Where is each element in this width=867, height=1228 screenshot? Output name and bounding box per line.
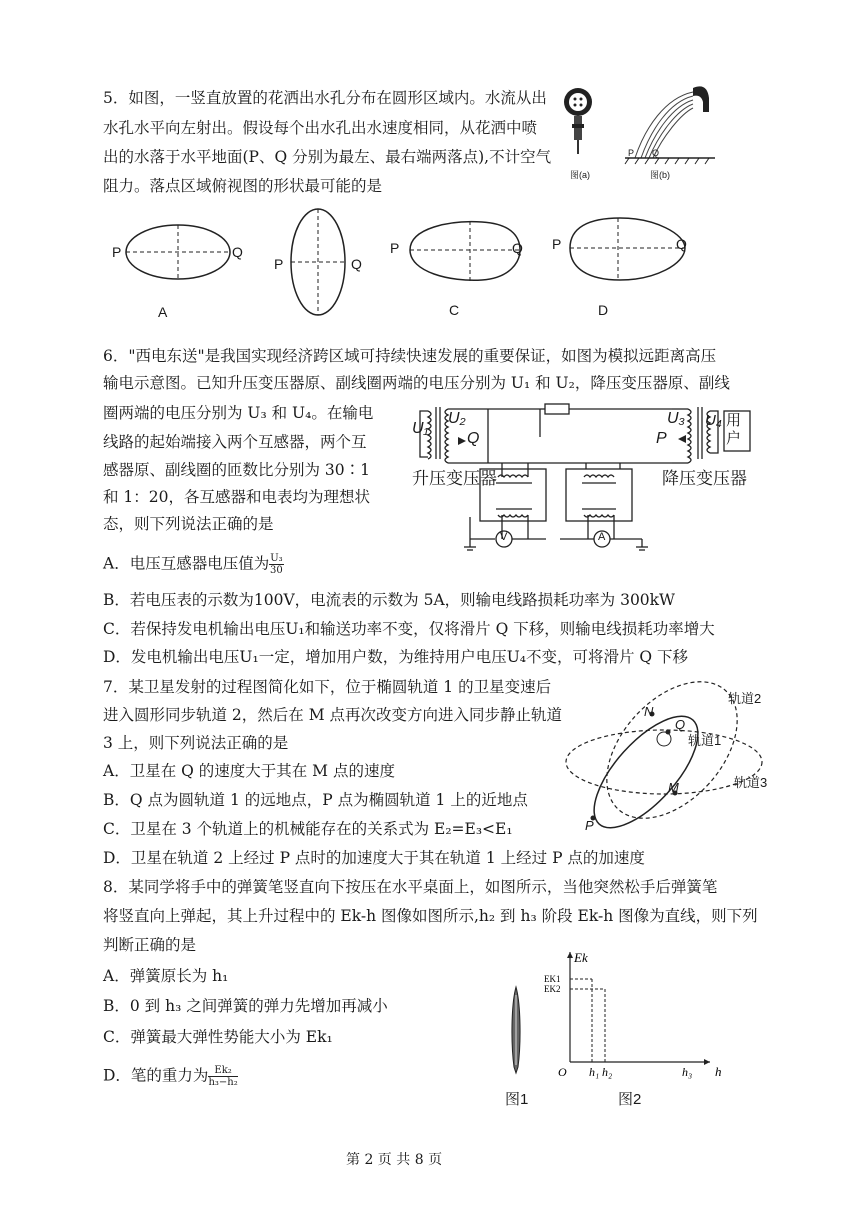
label-step-down: 降压变压器 — [662, 469, 747, 488]
q7-option-a: A．卫星在 Q 的速度大于其在 M 点的速度 — [103, 762, 395, 780]
q8-line-3: 判断正确的是 — [103, 936, 197, 954]
page-footer: 第 2 页 共 8 页 — [346, 1152, 443, 1168]
q7-option-b: B．Q 点为圆轨道 1 的远地点，P 点为椭圆轨道 1 上的近地点 — [103, 791, 528, 809]
q8-option-b: B．0 到 h₃ 之间弹簧的弹力先增加再减小 — [103, 997, 388, 1015]
option-c-letter: C — [449, 302, 460, 318]
fig1-caption: 图1 — [505, 1091, 529, 1108]
q8-option-a: A．弹簧原长为 h₁ — [103, 967, 229, 985]
option-a-label-p: P — [112, 244, 122, 260]
q7-option-d: D．卫星在轨道 2 上经过 P 点时的加速度大于其在轨道 1 上经过 P 点的加速度 — [103, 849, 645, 867]
orbit-1 — [577, 700, 715, 844]
option-d-letter: D — [598, 302, 609, 318]
label-q: Q — [467, 430, 480, 447]
orbit-3 — [566, 730, 762, 794]
ek-h-chart — [544, 945, 722, 1079]
fig-b-label-p: P — [628, 148, 635, 158]
label-u4: U₄ — [705, 412, 722, 429]
q6-line-1: 6．"西电东送"是我国实现经济跨区域可持续快速发展的重要保证，如图为模拟远距离高压 — [103, 347, 717, 365]
q6-option-c: C．若保持发电机输出电压U₁和输送功率不变，仅将滑片 Q 下移，则输电线损耗功率增大 — [103, 620, 715, 638]
label-u2: U₂ — [448, 410, 466, 427]
q8-option-d-num: Ek₂ — [208, 1065, 237, 1077]
label-step-up: 升压变压器 — [412, 469, 497, 488]
label-n: N — [644, 704, 654, 719]
q5-line-3: 出的水落于水平地面(P、Q 分别为最左、最右端两落点),不计空气 — [103, 148, 552, 166]
q6-option-b: B．若电压表的示数为100V，电流表的示数为 5A，则输电线路损耗功率为 300kW — [103, 591, 675, 609]
x-axis-arrow — [704, 1059, 710, 1065]
x-tick-label: h₃ — [682, 1065, 693, 1079]
x-tick-label: h₂ — [602, 1065, 613, 1079]
y-tick-label: EK1 — [544, 974, 561, 984]
fig-b-caption: 图(b) — [650, 170, 670, 180]
q6-option-a-text: A．电压互感器电压值为 — [103, 554, 270, 573]
label-orbit1: 轨道1 — [688, 733, 722, 748]
option-c-label-p: P — [390, 240, 400, 256]
option-a-letter: A — [158, 304, 168, 320]
q6-line-5: 感器原、副线圈的匝数比分别为 30∶1 — [103, 461, 371, 479]
x-tick-label: O — [558, 1065, 567, 1079]
fig2-caption: 图2 — [618, 1091, 642, 1108]
option-b-label-p: P — [274, 256, 284, 272]
q8-line-2: 将竖直向上弹起，其上升过程中的 Ek-h 图像如图所示,h₂ 到 h₃ 阶段 Ek-h 图像为直线，则下列 — [103, 907, 758, 925]
q6-line-7: 态，则下列说法正确的是 — [103, 515, 274, 533]
x-tick-label: h₁ — [589, 1065, 600, 1079]
y-axis-arrow — [567, 952, 573, 958]
q6-line-3: 圈两端的电压分别为 U₃ 和 U₄。在输电 — [103, 404, 374, 422]
q6-option-a-num: U₃ — [270, 553, 283, 564]
label-orbit-p: P — [585, 818, 594, 833]
label-orbit3: 轨道3 — [734, 775, 768, 790]
q6-line-2: 输电示意图。已知升压变压器原、副线圈两端的电压分别为 U₁ 和 U₂，降压变压器原、副线 — [103, 374, 730, 392]
label-m: M — [668, 780, 679, 795]
q6-option-a-den: 30 — [270, 565, 283, 576]
q6-option-a-fraction — [269, 553, 283, 576]
q8-line-1: 8．某同学将手中的弹簧笔竖直向下按压在水平桌面上，如图所示，当他突然松手后弹簧笔 — [103, 878, 718, 896]
voltmeter-icon: V — [500, 531, 508, 543]
shower-figure-b — [625, 78, 725, 178]
fig-a-caption: 图(a) — [570, 170, 590, 180]
q5-line-4: 阻力。落点区域俯视图的形状最可能的是 — [103, 177, 383, 195]
q8-option-c: C．弹簧最大弹性势能大小为 Ek₁ — [103, 1028, 333, 1046]
option-d-label-p: P — [552, 236, 562, 252]
q7-line-2: 进入圆形同步轨道 2，然后在 M 点再次改变方向进入同步静止轨道 — [103, 706, 563, 724]
label-u3: U₃ — [667, 410, 685, 427]
x-axis-label: h — [715, 1064, 722, 1079]
q7-line-3: 3 上，则下列说法正确的是 — [103, 734, 289, 752]
q5-line-2: 水孔水平向左射出。假设每个出水孔出水速度相同，从花洒中喷 — [103, 119, 538, 137]
label-u1: U₁ — [412, 420, 429, 437]
q6-line-4: 线路的起始端接入两个互感器，两个互 — [103, 433, 367, 451]
spring-pen-figure — [506, 985, 526, 1075]
orbit-2 — [581, 657, 762, 843]
option-a-label-q: Q — [232, 244, 243, 260]
label-orbit-q: Q — [675, 717, 686, 732]
q8-option-d — [103, 1065, 238, 1088]
q6-option-d: D．发电机输出电压U₁一定，增加用户数，为维持用户电压U₄不变，可将滑片 Q 下移 — [103, 648, 689, 666]
q7-line-1: 7．某卫星发射的过程图简化如下，位于椭圆轨道 1 的卫星变速后 — [103, 678, 552, 696]
q6-line-6: 和 1：20，各互感器和电表均为理想状 — [103, 488, 371, 506]
option-c-label-q: Q — [512, 240, 523, 256]
q8-option-d-fraction — [208, 1065, 237, 1088]
y-tick-label: EK2 — [544, 984, 561, 994]
shower-head-figure-a — [556, 80, 616, 180]
option-d-label-q: Q — [676, 236, 687, 252]
q8-option-d-den: h₃−h₂ — [208, 1077, 238, 1088]
q5-option-shapes — [110, 210, 730, 320]
q6-option-a — [103, 553, 284, 576]
label-p: P — [656, 430, 667, 447]
q8-option-d-text: D．笔的重力为 — [103, 1066, 209, 1085]
label-user: 用户 — [726, 412, 742, 447]
option-b-label-q: Q — [351, 256, 362, 272]
label-orbit2: 轨道2 — [728, 691, 762, 706]
option-c-shape — [410, 222, 520, 281]
option-d-shape — [570, 218, 685, 280]
ammeter-icon: A — [598, 531, 606, 543]
fig-b-label-q: Q — [652, 148, 660, 158]
q7-option-c: C．卫星在 3 个轨道上的机械能存在的关系式为 E₂=E₃<E₁ — [103, 820, 513, 838]
y-axis-label: Ek — [574, 950, 588, 965]
q5-line-1: 5．如图，一竖直放置的花洒出水孔分布在圆形区域内。水流从出 — [103, 89, 547, 107]
